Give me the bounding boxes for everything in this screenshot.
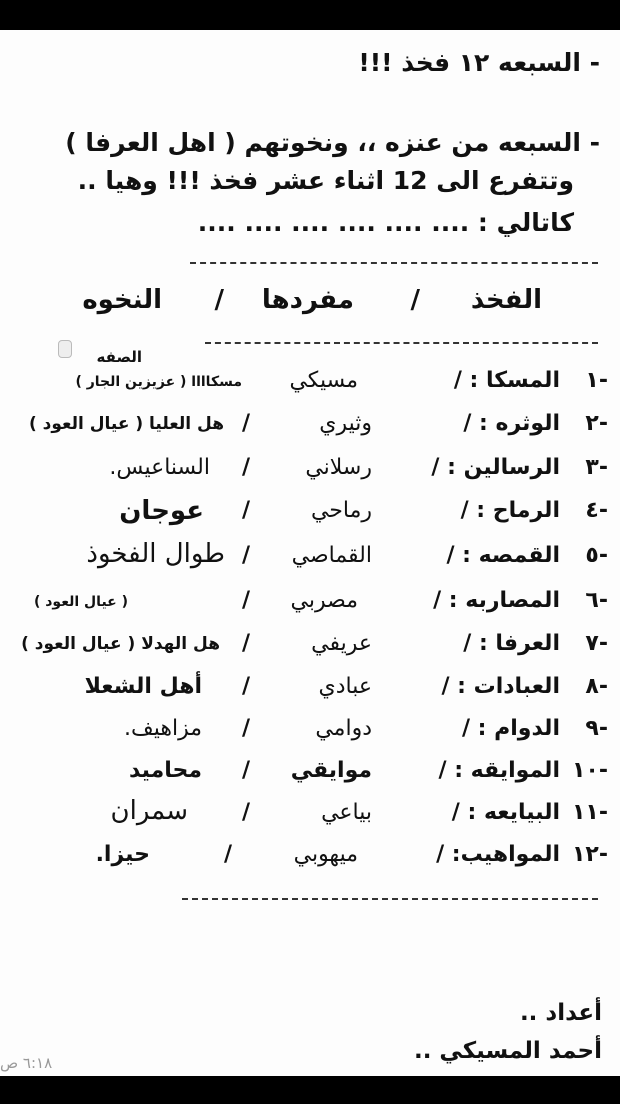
row-singular: رسلاني: [305, 455, 372, 480]
table-row: [0, 758, 620, 798]
row-number: -١١: [572, 800, 608, 825]
row-number: -٦: [585, 588, 608, 613]
table-row: [0, 539, 620, 583]
row-separator: /: [241, 498, 250, 523]
table-row: [0, 455, 620, 495]
row-clan: المسكا : /: [453, 368, 560, 393]
table-row: [0, 631, 620, 671]
row-number: -٤: [585, 498, 608, 523]
row-number: -٢: [585, 411, 608, 436]
row-singular: وثيري: [319, 411, 372, 436]
row-number: -١٢: [572, 842, 608, 867]
row-separator: /: [241, 674, 250, 699]
row-nakhwa: هل العليا ( عيال العود ): [28, 414, 224, 434]
row-clan: الوثره : /: [463, 411, 560, 436]
row-separator: /: [241, 800, 250, 825]
table-row: [0, 842, 620, 882]
divider-top: [190, 262, 598, 264]
row-singular: ميهوبي: [293, 842, 358, 867]
table-row: [0, 716, 620, 756]
divider-header: [205, 342, 598, 344]
row-nakhwa: حيزا.: [95, 842, 150, 867]
document-title: - السبعه ١٢ فخذ !!!: [358, 48, 600, 77]
row-separator: /: [223, 842, 232, 867]
row-clan: الرسالين : /: [431, 455, 560, 480]
header-clan: الفخذ: [470, 285, 542, 315]
row-number: -٧: [585, 631, 608, 656]
row-clan: الموايقه : /: [438, 758, 560, 783]
header-singular: مفردها: [261, 285, 354, 315]
row-singular: رماحي: [310, 498, 372, 523]
row-separator: /: [241, 716, 250, 741]
header-nakhwa: النخوه: [82, 285, 162, 315]
row-singular: عبادي: [318, 674, 372, 699]
row-number: -٨: [585, 674, 608, 699]
row-clan: البيايعه : /: [451, 800, 560, 825]
row-clan: العبادات : /: [441, 674, 560, 699]
row-clan: الدوام : /: [461, 716, 560, 741]
footer-author: أحمد المسيكي ..: [413, 1038, 602, 1064]
footer-prepared-by: أعداد ..: [519, 1000, 602, 1026]
row-number: -١٠: [572, 758, 608, 783]
table-row: [0, 411, 620, 451]
row-singular: عريفي: [311, 631, 372, 656]
row-number: -٥: [585, 543, 608, 568]
row-singular: مصربي: [290, 588, 358, 613]
intro-line-3: كاتالي : .... .... .... .... .... ....: [197, 208, 574, 237]
row-nakhwa: محاميد: [128, 758, 202, 783]
divider-bottom: [182, 898, 598, 900]
thumb-icon: [58, 340, 72, 358]
row-nakhwa: عوجان: [119, 496, 204, 526]
header-sep-1: /: [410, 285, 420, 315]
table-row: [0, 368, 620, 408]
row-singular: مسيكي: [289, 368, 358, 393]
row-separator: /: [241, 543, 250, 568]
table-row: [0, 674, 620, 714]
row-nakhwa: مسكاااا ( عزيزين الجار ): [75, 374, 242, 390]
row-number: -٣: [585, 455, 608, 480]
row-singular: بياعي: [321, 800, 372, 825]
row-clan: الرماح : /: [460, 498, 560, 523]
row-number: -١: [585, 368, 608, 393]
row-clan: المصاربه : /: [433, 588, 560, 613]
row-clan: المواهيب: /: [436, 842, 560, 867]
intro-line-2: وتتفرع الى 12 اثناء عشر فخذ !!! وهيا ..: [77, 166, 574, 195]
row-clan: العرفا : /: [463, 631, 560, 656]
row-nakhwa: هل الهدلا ( عيال العود ): [21, 634, 220, 654]
table-header: [12, 285, 602, 319]
row-separator: /: [241, 631, 250, 656]
row-separator: /: [241, 758, 250, 783]
row-nakhwa: أهل الشعلا: [84, 674, 202, 699]
table-row: [0, 498, 620, 538]
row-clan: القمصه : /: [446, 543, 560, 568]
intro-line-1: - السبعه من عنزه ،، ونخوتهم ( اهل العرفا ): [65, 128, 600, 157]
row-nakhwa: السناعيس.: [109, 455, 210, 480]
table-row: [0, 796, 620, 840]
row-singular: موايقي: [290, 758, 372, 783]
header-sep-2: /: [214, 285, 224, 315]
row-nakhwa: سمران: [110, 796, 188, 826]
row-separator: /: [241, 455, 250, 480]
row-singular: دوامي: [315, 716, 372, 741]
column-note: الصفه: [96, 348, 142, 366]
row-nakhwa: ( عيال العود ): [33, 594, 128, 610]
row-separator: /: [241, 588, 250, 613]
row-separator: /: [241, 411, 250, 436]
row-singular: القماصي: [291, 543, 372, 568]
row-nakhwa: مزاهيف.: [123, 716, 202, 741]
timestamp: ٦:١٨ ص: [0, 1054, 53, 1072]
table-row: [0, 588, 620, 628]
row-nakhwa: طوال الفخوذ: [86, 539, 225, 569]
row-number: -٩: [585, 716, 608, 741]
document-page: [0, 30, 620, 1076]
